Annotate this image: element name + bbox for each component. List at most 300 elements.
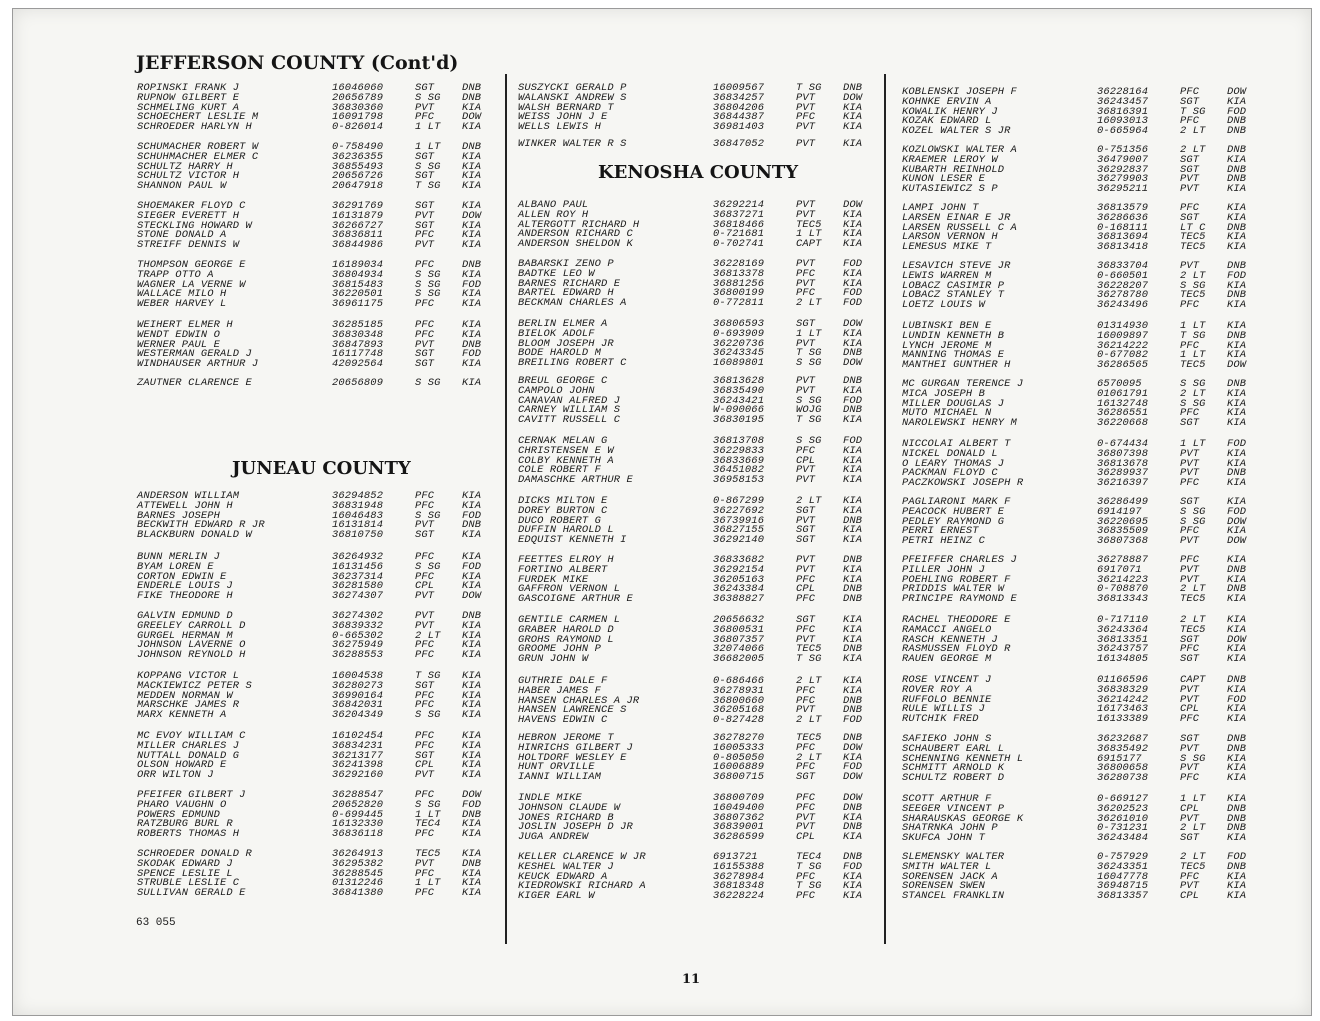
entry-rank: PFC xyxy=(1180,525,1200,538)
entry-status: KIA xyxy=(1227,231,1247,244)
entry-name: BREUL GEORGE C xyxy=(518,375,608,387)
entry-serial-number: 36451082 xyxy=(713,464,765,477)
entry-rank: PFC xyxy=(415,328,435,341)
entry-name: PACKMAN FLOYD C xyxy=(902,467,998,480)
entry-status: KIA xyxy=(843,653,863,666)
entry-rank: PFC xyxy=(415,887,435,900)
entry-serial-number: 0-677082 xyxy=(1097,349,1149,362)
entry-name: NUTTALL DONALD G xyxy=(137,749,240,762)
entry-serial-number: 36835490 xyxy=(713,384,765,397)
entry-serial-number: 36813418 xyxy=(1097,241,1149,254)
entry-rank: PFC xyxy=(415,730,435,742)
entry-name: BARNES JOSEPH xyxy=(137,509,221,522)
entry-rank: PFC xyxy=(415,739,435,752)
entry-name: ALTERGOTT RICHARD H xyxy=(518,218,640,231)
entry-status: DOW xyxy=(1227,86,1247,98)
entry-name: GRABER HAROLD D xyxy=(518,623,614,636)
entry-rank: CAPT xyxy=(796,238,822,251)
entry-serial-number: 36813579 xyxy=(1097,202,1149,214)
entry-name: COLE ROBERT F xyxy=(518,464,602,477)
entry-status: KIA xyxy=(1227,880,1247,893)
entry-status: KIA xyxy=(1227,870,1247,883)
entry-name: ANDERSON RICHARD C xyxy=(518,228,633,241)
entry-rank: WOJG xyxy=(796,404,822,417)
entry-rank: PVT xyxy=(796,375,816,387)
entry-rank: PFC xyxy=(796,761,816,774)
entry-name: CERNAK MELAN G xyxy=(518,435,608,447)
entry-serial-number: 36816391 xyxy=(1097,105,1149,118)
entry-rank: PFC xyxy=(1180,115,1200,128)
entry-rank: PVT xyxy=(415,239,435,252)
entry-serial-number: 36281580 xyxy=(332,580,384,593)
entry-status: DNB xyxy=(843,347,863,360)
entry-status: FOD xyxy=(843,860,863,873)
entry-serial-number: 01314930 xyxy=(1097,320,1149,332)
entry-name: GROHS RAYMOND L xyxy=(518,633,614,646)
entry-serial-number: 36278780 xyxy=(1097,289,1149,302)
entry-name: KOWALIK HENRY J xyxy=(902,105,998,118)
entry-status: FOD xyxy=(843,258,863,270)
entry-rank: PFC xyxy=(1180,870,1200,883)
entry-name: KUTASIEWICZ S P xyxy=(902,183,998,196)
entry-status: KIA xyxy=(462,818,482,831)
entry-rank: PFC xyxy=(796,684,816,697)
entry-rank: TEC5 xyxy=(796,732,822,744)
entry-name: BIELOK ADOLF xyxy=(518,327,595,340)
entry-rank: SGT xyxy=(796,534,816,547)
entry-serial-number: 16134805 xyxy=(1097,653,1149,666)
entry-rank: PFC xyxy=(1180,554,1200,566)
entry-status: KIA xyxy=(462,328,482,341)
entry-serial-number: 6917071 xyxy=(1097,563,1142,576)
entry-status: DOW xyxy=(1227,515,1247,528)
entry-rank: TEC5 xyxy=(1180,241,1206,254)
entry-serial-number: 36813357 xyxy=(1097,890,1149,903)
entry-rank: 2 LT xyxy=(796,714,822,727)
entry-rank: TEC5 xyxy=(415,848,441,860)
entry-name: LUNDIN KENNETH B xyxy=(902,329,1005,342)
entry-serial-number: 36948715 xyxy=(1097,880,1149,893)
entry-rank: 1 LT xyxy=(1180,438,1206,450)
entry-rank: PVT xyxy=(1180,812,1200,825)
entry-serial-number: 16091798 xyxy=(332,111,384,124)
column-divider-right xyxy=(884,74,886,944)
entry-rank: CPL xyxy=(1180,703,1200,716)
entry-rank: T SG xyxy=(796,653,822,666)
entry-serial-number: 36855493 xyxy=(332,160,384,173)
entry-name: SORENSEN JACK A xyxy=(902,870,998,883)
entry-serial-number: 36243757 xyxy=(1097,643,1149,656)
entry-serial-number: 6913721 xyxy=(713,851,758,863)
entry-status: KIA xyxy=(462,580,482,593)
entry-serial-number: 36236355 xyxy=(332,150,384,163)
entry-serial-number: 16009897 xyxy=(1097,329,1149,342)
entry-name: CAVITT RUSSELL C xyxy=(518,414,621,427)
entry-name: HOLTDORF WESLEY E xyxy=(518,751,627,764)
entry-status: KIA xyxy=(843,573,863,586)
entry-serial-number: 16047778 xyxy=(1097,870,1149,883)
entry-status: DNB xyxy=(1227,583,1247,596)
entry-rank: 2 LT xyxy=(796,675,822,687)
entry-name: LYNCH JEROME M xyxy=(902,339,992,352)
entry-status: KIA xyxy=(462,499,482,512)
entry-rank: TEC5 xyxy=(1180,593,1206,606)
entry-rank: PVT xyxy=(415,619,435,632)
entry-status: FOD xyxy=(1227,505,1247,518)
entry-rank: SGT xyxy=(415,150,435,163)
entry-name: RUTCHIK FRED xyxy=(902,713,979,726)
entry-status: KIA xyxy=(462,739,482,752)
entry-name: SHANNON PAUL W xyxy=(137,180,227,193)
entry-name: CHRISTENSEN E W xyxy=(518,444,614,457)
entry-rank: 2 LT xyxy=(1180,822,1206,835)
entry-rank: 2 LT xyxy=(1180,269,1206,282)
entry-serial-number: 36835492 xyxy=(1097,742,1149,755)
entry-rank: PFC xyxy=(415,639,435,652)
footer-code: 63 055 xyxy=(136,917,176,929)
entry-status: KIA xyxy=(462,219,482,232)
entry-status: KIA xyxy=(843,534,863,547)
entry-rank: TEC5 xyxy=(1180,623,1206,636)
entry-rank: TEC5 xyxy=(1180,289,1206,302)
entry-rank: PFC xyxy=(1180,713,1200,726)
entry-status: FOD xyxy=(843,394,863,407)
entry-serial-number: 36274307 xyxy=(332,590,384,603)
entry-name: KOHNKE ERVIN A xyxy=(902,95,992,108)
entry-rank: PVT xyxy=(796,138,816,150)
entry-name: CORTON EDWIN E xyxy=(137,570,227,583)
entry-rank: S SG xyxy=(796,435,822,447)
entry-rank: TEC5 xyxy=(796,218,822,231)
entry-status: DNB xyxy=(1227,742,1247,755)
entry-serial-number: 36834257 xyxy=(713,91,765,104)
entry-rank: PFC xyxy=(796,267,816,280)
entry-rank: PFC xyxy=(1180,477,1200,490)
entry-serial-number: 36204349 xyxy=(332,709,384,722)
entry-status: KIA xyxy=(1227,153,1247,166)
entry-rank: PFC xyxy=(415,229,435,242)
entry-rank: PVT xyxy=(1180,880,1200,893)
entry-status: KIA xyxy=(843,138,863,150)
entry-status: KIA xyxy=(462,229,482,242)
entry-rank: SGT xyxy=(796,771,816,784)
entry-rank: PVT xyxy=(1180,573,1200,586)
entry-serial-number: 01312246 xyxy=(332,877,384,890)
entry-serial-number: 16049400 xyxy=(713,801,765,814)
entry-rank: SGT xyxy=(1180,496,1200,508)
entry-name: BUNN MERLIN J xyxy=(137,551,221,563)
entry-rank: T SG xyxy=(796,347,822,360)
entry-status: KIA xyxy=(462,828,482,841)
entry-status: DOW xyxy=(462,590,482,603)
entry-serial-number: 0-660501 xyxy=(1097,269,1149,282)
entry-serial-number: 36220668 xyxy=(1097,417,1149,430)
entry-status: DNB xyxy=(843,851,863,863)
entry-rank: CPL xyxy=(415,759,435,772)
entry-serial-number: 16005333 xyxy=(713,741,765,754)
entry-serial-number: 36833682 xyxy=(713,554,765,566)
entry-serial-number: 36243496 xyxy=(1097,299,1149,312)
entry-name: STECKLING HOWARD W xyxy=(137,219,252,232)
entry-serial-number: 0-758490 xyxy=(332,141,384,153)
entry-status: DOW xyxy=(1227,535,1247,548)
entry-status: KIA xyxy=(1227,653,1247,666)
entry-serial-number: 36839332 xyxy=(332,619,384,632)
entry-status: KIA xyxy=(1227,623,1247,636)
entry-serial-number: 36286551 xyxy=(1097,407,1149,420)
entry-serial-number: 36278270 xyxy=(713,732,765,744)
entry-rank: PFC xyxy=(796,890,816,903)
entry-rank: S SG xyxy=(1180,515,1206,528)
entry-status: KIA xyxy=(843,218,863,231)
entry-status: KIA xyxy=(1227,573,1247,586)
entry-name: PRINCIPE RAYMOND E xyxy=(902,593,1017,606)
entry-serial-number: 16004538 xyxy=(332,670,384,682)
entry-name: KESHEL WALTER J xyxy=(518,860,614,873)
entry-name: KIGER EARL W xyxy=(518,890,595,903)
entry-rank: SGT xyxy=(415,679,435,692)
entry-status: DNB xyxy=(843,704,863,717)
entry-status: KIA xyxy=(462,759,482,772)
entry-status: DNB xyxy=(843,821,863,834)
entry-rank: PVT xyxy=(796,91,816,104)
entry-name: ANDERSON SHELDON K xyxy=(518,238,633,251)
entry-rank: PFC xyxy=(415,828,435,841)
entry-status: DOW xyxy=(843,771,863,784)
entry-rank: PFC xyxy=(415,551,435,563)
entry-name: KUBARTH REINHOLD xyxy=(902,163,1005,176)
entry-name: RASCH KENNETH J xyxy=(902,633,998,646)
entry-name: LOBACZ CASIMIR P xyxy=(902,279,1005,292)
entry-rank: TEC5 xyxy=(796,643,822,656)
entry-status: FOD xyxy=(1227,851,1247,863)
entry-rank: PFC xyxy=(415,298,435,311)
entry-status: KIA xyxy=(843,228,863,241)
entry-name: JOSLIN JOSEPH D JR xyxy=(518,821,633,834)
entry-serial-number: 36202523 xyxy=(1097,802,1149,815)
entry-status: FOD xyxy=(843,435,863,447)
entry-rank: PVT xyxy=(1180,563,1200,576)
entry-serial-number: 36958153 xyxy=(713,474,765,487)
entry-status: KIA xyxy=(843,831,863,844)
entry-name: GASCOIGNE ARTHUR E xyxy=(518,593,633,606)
entry-serial-number: 36295382 xyxy=(332,857,384,870)
entry-name: BLOOM JOSEPH JR xyxy=(518,337,614,350)
entry-serial-number: 36286499 xyxy=(1097,496,1149,508)
entry-serial-number: 36243364 xyxy=(1097,623,1149,636)
entry-name: LUBINSKI BEN E xyxy=(902,320,992,332)
entry-rank: PVT xyxy=(1180,173,1200,186)
entry-name: CARNEY WILLIAM S xyxy=(518,404,621,417)
entry-serial-number: 36292140 xyxy=(713,534,765,547)
entry-status: DOW xyxy=(462,789,482,801)
entry-status: KIA xyxy=(462,101,482,114)
entry-rank: PVT xyxy=(1180,693,1200,706)
entry-name: LARSEN EINAR E JR xyxy=(902,211,1011,224)
entry-rank: SGT xyxy=(796,614,816,626)
entry-status: KIA xyxy=(462,769,482,782)
entry-status: KIA xyxy=(462,358,482,371)
entry-serial-number: 36227692 xyxy=(713,504,765,517)
entry-rank: PFC xyxy=(1180,202,1200,214)
entry-serial-number: 36807368 xyxy=(1097,535,1149,548)
entry-name: STANCEL FRANKLIN xyxy=(902,890,1005,903)
entry-status: DOW xyxy=(843,318,863,330)
entry-rank: CPL xyxy=(796,831,816,844)
entry-status: KIA xyxy=(462,551,482,563)
entry-name: SULLIVAN GERALD E xyxy=(137,887,246,900)
entry-serial-number: 36800660 xyxy=(713,694,765,707)
entry-serial-number: 0-731231 xyxy=(1097,822,1149,835)
entry-rank: PFC xyxy=(415,490,435,502)
entry-serial-number: 36807398 xyxy=(1097,447,1149,460)
entry-status: KIA xyxy=(1227,554,1247,566)
entry-rank: 2 LT xyxy=(1180,125,1206,138)
county-heading: KENOSHA COUNTY xyxy=(598,162,799,183)
entry-serial-number: W-090066 xyxy=(713,404,765,417)
entry-serial-number: 36291769 xyxy=(332,200,384,212)
entry-status: KIA xyxy=(1227,593,1247,606)
entry-status: KIA xyxy=(843,811,863,824)
entry-serial-number: 36813343 xyxy=(1097,593,1149,606)
entry-serial-number: 36847893 xyxy=(332,338,384,351)
entry-name: PACZKOWSKI JOSEPH R xyxy=(902,477,1024,490)
entry-status: DNB xyxy=(1227,173,1247,186)
entry-serial-number: 36266727 xyxy=(332,219,384,232)
entry-status: KIA xyxy=(843,464,863,477)
entry-name: O LEARY THOMAS J xyxy=(902,457,1005,470)
entry-serial-number: 36813708 xyxy=(713,435,765,447)
entry-serial-number: 36243421 xyxy=(713,394,765,407)
entry-serial-number: 42092564 xyxy=(332,358,384,371)
entry-name: SCHOECHERT LESLIE M xyxy=(137,111,259,124)
entry-rank: PVT xyxy=(415,857,435,870)
entry-name: POWERS EDMUND xyxy=(137,808,221,821)
entry-status: KIA xyxy=(1227,447,1247,460)
entry-rank: PVT xyxy=(415,209,435,222)
entry-name: WINKER WALTER R S xyxy=(518,138,627,150)
entry-serial-number: 36241398 xyxy=(332,759,384,772)
entry-name: PFEIFFER CHARLES J xyxy=(902,554,1017,566)
entry-name: SKUFCA JOHN T xyxy=(902,832,986,845)
entry-serial-number: 36800715 xyxy=(713,771,765,784)
entry-rank: 2 LT xyxy=(415,629,441,642)
entry-status: KIA xyxy=(1227,339,1247,352)
entry-serial-number: 36285185 xyxy=(332,319,384,331)
entry-status: DOW xyxy=(462,209,482,222)
entry-name: DAMASCHKE ARTHUR E xyxy=(518,474,633,487)
entry-rank: PFC xyxy=(1180,407,1200,420)
entry-name: MANTHEI GUNTHER H xyxy=(902,359,1011,372)
entry-status: KIA xyxy=(1227,762,1247,775)
entry-rank: 1 LT xyxy=(1180,793,1206,805)
entry-rank: CAPT xyxy=(1180,674,1206,686)
entry-status: KIA xyxy=(1227,211,1247,224)
entry-status: KIA xyxy=(462,298,482,311)
entry-status: KIA xyxy=(462,877,482,890)
entry-rank: PVT xyxy=(1180,467,1200,480)
entry-serial-number: 36479007 xyxy=(1097,153,1149,166)
entry-status: KIA xyxy=(843,414,863,427)
entry-rank: PFC xyxy=(415,699,435,712)
entry-serial-number: 36237314 xyxy=(332,570,384,583)
entry-name: HANSEN LAWRENCE S xyxy=(518,704,627,717)
entry-name: RUPNOW GILBERT E xyxy=(137,91,240,104)
entry-status: KIA xyxy=(843,623,863,636)
entry-serial-number: 36228164 xyxy=(1097,86,1149,98)
entry-rank: SGT xyxy=(415,358,435,371)
entry-name: SCHMITT ARNOLD K xyxy=(902,762,1005,775)
entry-status: DOW xyxy=(1227,633,1247,646)
entry-serial-number: 0-665302 xyxy=(332,629,384,642)
entry-rank: CPL xyxy=(796,454,816,467)
entry-serial-number: 6570095 xyxy=(1097,378,1142,390)
entry-rank: S SG xyxy=(415,709,441,722)
entry-rank: PVT xyxy=(1180,260,1200,272)
entry-rank: 2 LT xyxy=(796,751,822,764)
entry-serial-number: 36815483 xyxy=(332,278,384,291)
entry-serial-number: 0-827428 xyxy=(713,714,765,727)
entry-status: KIA xyxy=(843,633,863,646)
entry-status: KIA xyxy=(1227,477,1247,490)
entry-serial-number: 36990164 xyxy=(332,689,384,702)
entry-serial-number: 16006889 xyxy=(713,761,765,774)
entry-name: DUCO ROBERT G xyxy=(518,514,602,527)
entry-serial-number: 36292837 xyxy=(1097,163,1149,176)
entry-rank: S SG xyxy=(415,160,441,173)
entry-name: KOZLOWSKI WALTER A xyxy=(902,144,1017,156)
entry-name: KELLER CLARENCE W JR xyxy=(518,851,646,863)
entry-rank: PFC xyxy=(796,694,816,707)
entry-serial-number: 0-867299 xyxy=(713,495,765,507)
entry-rank: PVT xyxy=(1180,762,1200,775)
entry-status: KIA xyxy=(462,529,482,542)
entry-serial-number: 36800199 xyxy=(713,287,765,300)
entry-rank: 1 LT xyxy=(415,141,441,153)
entry-status: KIA xyxy=(1227,793,1247,805)
entry-status: DNB xyxy=(843,82,863,94)
entry-rank: PFC xyxy=(415,689,435,702)
entry-name: MARSCHKE JAMES R xyxy=(137,699,240,712)
entry-name: GRUN JOHN W xyxy=(518,653,589,666)
entry-status: FOD xyxy=(1227,105,1247,118)
entry-serial-number: 36800658 xyxy=(1097,762,1149,775)
entry-name: SCHROEDER DONALD R xyxy=(137,848,252,860)
entry-serial-number: 01166596 xyxy=(1097,674,1149,686)
entry-name: FEETTES ELROY H xyxy=(518,554,614,566)
entry-status: KIA xyxy=(843,880,863,893)
entry-serial-number: 36220695 xyxy=(1097,515,1149,528)
entry-status: DNB xyxy=(843,554,863,566)
entry-serial-number: 36286599 xyxy=(713,831,765,844)
entry-status: DNB xyxy=(1227,812,1247,825)
entry-rank: PVT xyxy=(415,101,435,114)
entry-status: KIA xyxy=(462,699,482,712)
entry-rank: PFC xyxy=(1180,772,1200,785)
entry-status: KIA xyxy=(1227,183,1247,196)
entry-serial-number: 0-168111 xyxy=(1097,221,1149,234)
entry-name: TRAPP OTTO A xyxy=(137,268,214,281)
entry-serial-number: 36286636 xyxy=(1097,211,1149,224)
entry-serial-number: 36834231 xyxy=(332,739,384,752)
entry-serial-number: 36274302 xyxy=(332,610,384,622)
entry-status: KIA xyxy=(1227,752,1247,765)
entry-status: KIA xyxy=(462,848,482,860)
entry-rank: 2 LT xyxy=(1180,387,1206,400)
entry-status: KIA xyxy=(843,337,863,350)
entry-name: DOREY BURTON C xyxy=(518,504,608,517)
entry-rank: PVT xyxy=(415,610,435,622)
